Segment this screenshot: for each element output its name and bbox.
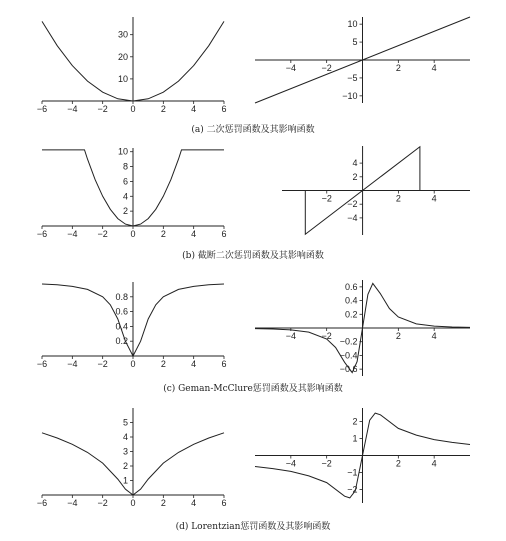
c-influence-y-tick-label: 0.4 [344, 295, 358, 306]
a-penalty-x-tick-label: 0 [130, 104, 136, 114]
b-influence-y-tick-label: 2 [352, 171, 358, 182]
b-influence-x-tick-label: 2 [395, 193, 401, 204]
c-penalty-y-tick-label: 0.2 [115, 336, 128, 347]
a-penalty-x-tick-label: −6 [36, 104, 48, 114]
c-influence-y-tick-label: 0.2 [344, 309, 358, 320]
b-influence-y-tick-label: −4 [347, 212, 358, 223]
b-penalty-x-tick-label: −2 [97, 229, 108, 239]
d-influence-x-tick-label: 2 [395, 458, 401, 469]
c-penalty-x-tick-label: −6 [36, 359, 48, 369]
b-penalty-y-tick-label: 4 [122, 191, 128, 202]
a-penalty-x-tick-label: −4 [67, 104, 78, 114]
a-penalty-x-tick-label: 4 [191, 104, 197, 114]
c-influence-y-tick-label: 0.6 [344, 281, 358, 292]
b-penalty-x-tick-label: 2 [160, 229, 166, 239]
a-penalty-x-tick-label: 2 [160, 104, 166, 114]
b-penalty-y-tick-label: 10 [117, 146, 128, 157]
caption-b: (b) 截断二次惩罚函数及其影响函数 [182, 251, 324, 261]
b-penalty-y-tick-label: 8 [122, 161, 128, 172]
b-influence-x-tick-label: 4 [431, 193, 437, 204]
a-influence-x-tick-label: −2 [321, 63, 332, 73]
a-penalty-y-tick-label: 30 [117, 29, 128, 40]
c-influence-y-tick-label: −0.6 [339, 364, 358, 375]
c-penalty-x-tick-label: −2 [97, 359, 108, 369]
d-penalty-x-tick-label: −4 [67, 498, 78, 508]
b-penalty-x-tick-label: 6 [221, 229, 227, 239]
c-influence-y-tick-label: −0.4 [339, 350, 358, 361]
c-penalty-x-tick-label: 0 [130, 359, 136, 369]
d-penalty-x-tick-label: −6 [36, 498, 48, 508]
c-penalty-x-tick-label: 6 [221, 359, 227, 369]
d-influence-y-tick-label: −2 [347, 484, 358, 495]
d-penalty-y-tick-label: 3 [122, 446, 128, 457]
c-influence-x-tick-label: −4 [285, 331, 296, 341]
a-penalty-x-tick-label: −2 [97, 104, 108, 114]
a-influence-x-tick-label: 2 [395, 63, 401, 73]
a-penalty-x-tick-label: 6 [221, 104, 227, 114]
c-penalty-x-tick-label: 2 [160, 359, 166, 369]
c-influence-x-tick-label: −2 [321, 331, 332, 341]
b-influence-y-tick-label: 4 [352, 158, 358, 169]
a-penalty-y-tick-label: 10 [117, 73, 128, 84]
a-influence-y-tick-label: −10 [342, 90, 358, 101]
d-penalty-x-tick-label: 4 [191, 498, 197, 508]
b-penalty-x-tick-label: −4 [67, 229, 78, 239]
a-influence-y-tick-label: 10 [347, 19, 358, 30]
d-penalty-y-tick-label: 2 [122, 461, 128, 471]
d-influence-x-tick-label: 4 [431, 458, 437, 469]
a-influence-x-tick-label: −4 [285, 63, 296, 73]
a-influence-y-tick-label: −5 [347, 72, 358, 83]
b-penalty-x-tick-label: 4 [191, 229, 197, 239]
c-penalty-x-tick-label: 4 [191, 359, 197, 369]
d-influence-x-tick-label: −4 [285, 458, 296, 469]
d-influence-y-tick-label: 2 [352, 416, 358, 427]
c-penalty-y-tick-label: 0.8 [115, 291, 128, 302]
c-penalty-x-tick-label: −4 [67, 359, 78, 369]
c-influence-y-tick-label: −0.2 [339, 336, 358, 347]
b-influence-y-tick-label: −2 [347, 199, 358, 210]
d-penalty-x-tick-label: 2 [160, 498, 166, 508]
d-penalty-x-tick-label: −2 [97, 498, 108, 508]
d-penalty-y-tick-label: 1 [122, 475, 128, 486]
b-penalty-x-tick-label: −6 [36, 229, 48, 239]
d-influence-y-tick-label: 1 [352, 433, 358, 444]
d-penalty-x-tick-label: 6 [221, 498, 227, 508]
c-influence-x-tick-label: 4 [431, 331, 437, 341]
caption-d: (d) Lorentzian惩罚函数及其影响函数 [175, 522, 331, 532]
c-penalty-y-tick-label: 0.6 [115, 306, 128, 317]
a-influence-y-tick-label: 5 [352, 37, 358, 48]
caption-a: (a) 二次惩罚函数及其影响函数 [191, 125, 315, 135]
c-penalty-y-tick-label: 0.4 [115, 321, 128, 332]
a-penalty-y-tick-label: 20 [117, 51, 128, 62]
d-penalty-y-tick-label: 5 [122, 417, 128, 428]
a-influence-x-tick-label: 4 [431, 63, 437, 73]
b-influence-x-tick-label: −2 [321, 193, 332, 204]
d-influence-y-tick-label: −1 [347, 467, 358, 478]
d-penalty-x-tick-label: 0 [130, 498, 136, 508]
b-penalty-y-tick-label: 2 [122, 206, 128, 217]
caption-c: (c) Geman-McClure惩罚函数及其影响函数 [163, 384, 343, 394]
b-penalty-x-tick-label: 0 [130, 229, 136, 239]
d-influence-x-tick-label: −2 [321, 458, 332, 469]
d-penalty-y-tick-label: 4 [122, 432, 128, 442]
c-influence-x-tick-label: 2 [395, 331, 401, 341]
b-penalty-y-tick-label: 6 [122, 176, 128, 187]
